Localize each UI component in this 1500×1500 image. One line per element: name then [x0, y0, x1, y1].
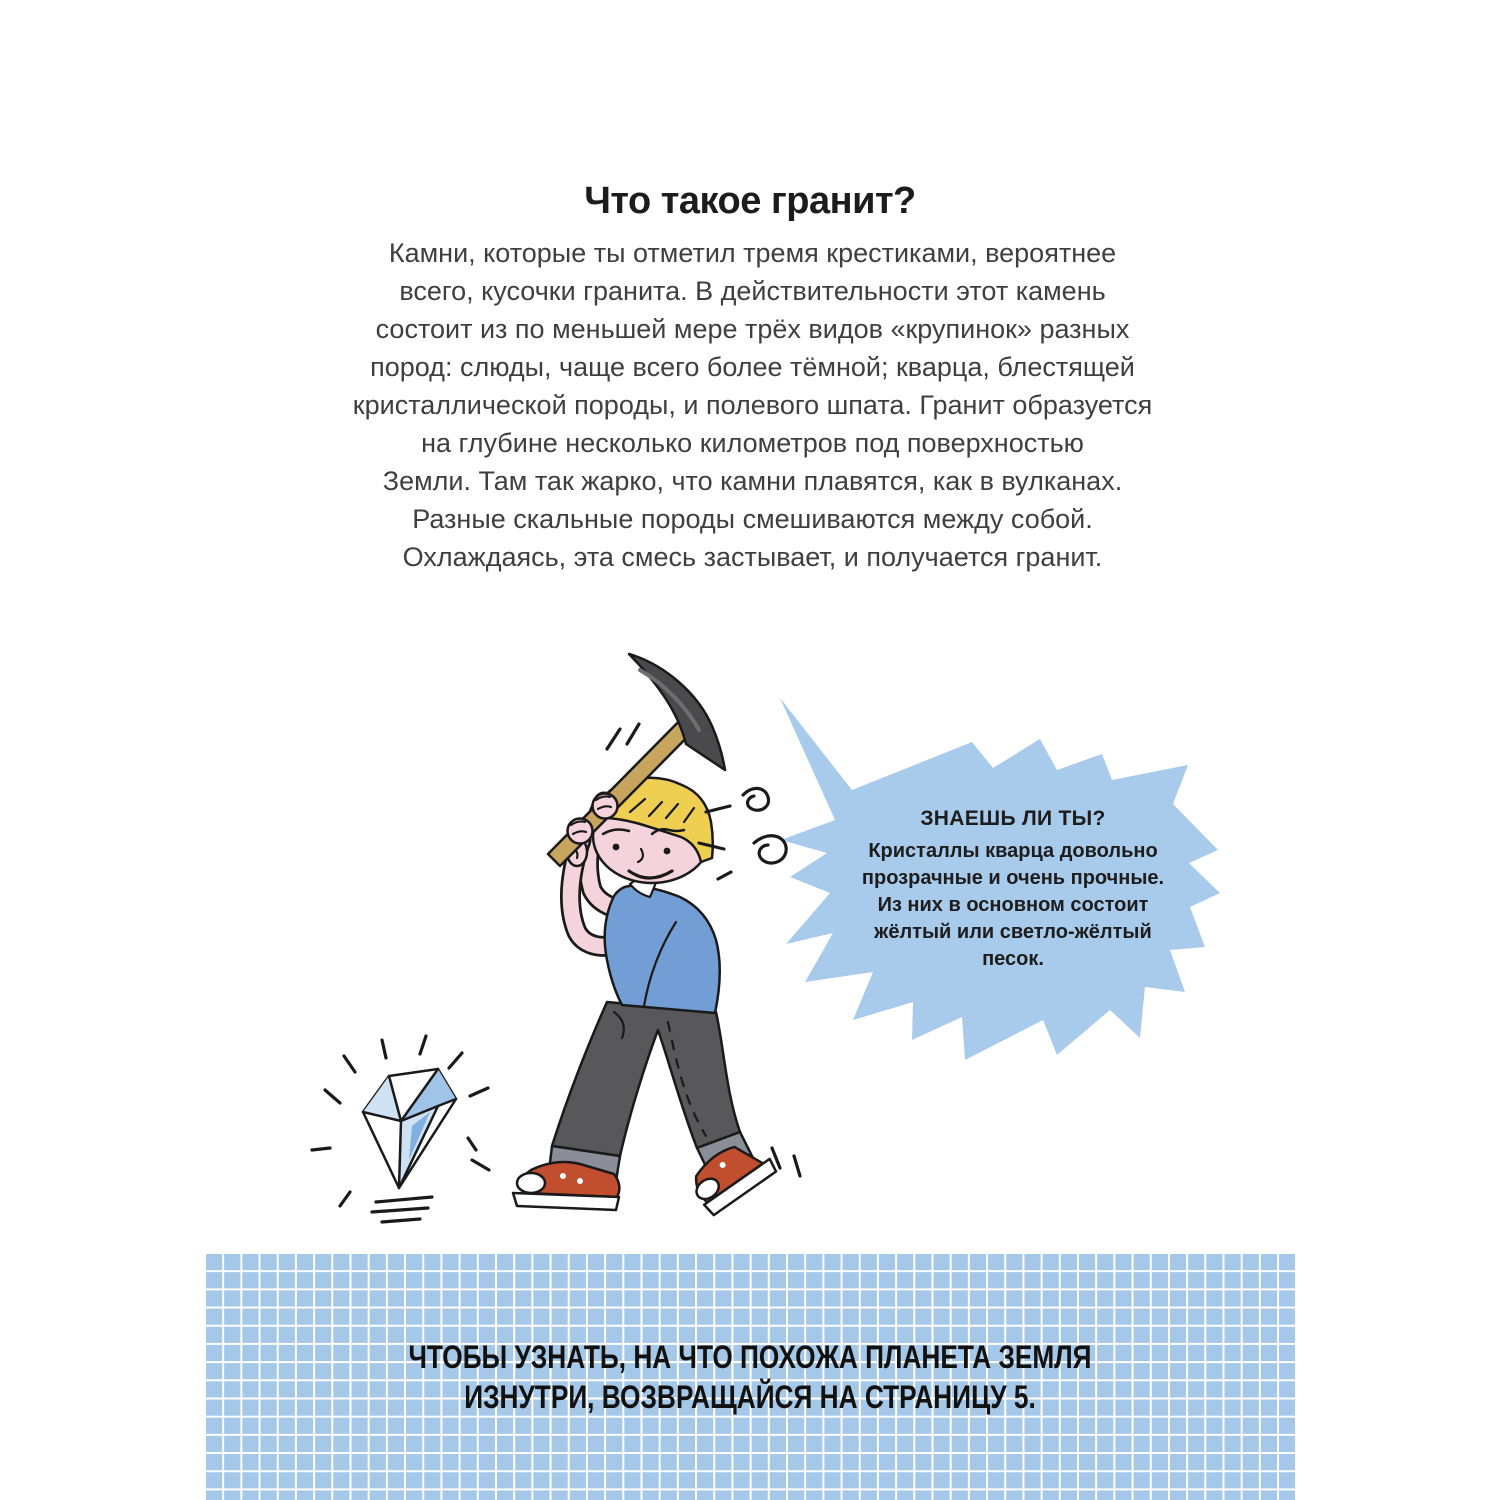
- paragraph-line: Охлаждаясь, эта смесь застывает, и получается гранит.: [402, 542, 1103, 572]
- did-you-know-line: прозрачные и очень прочные.: [861, 867, 1165, 889]
- page-title: Что такое гранит?: [584, 180, 916, 222]
- did-you-know-line: жёлтый или светло-жёлтый: [874, 921, 1152, 943]
- footer-note-box: [205, 1253, 1295, 1500]
- diamond: [312, 1036, 489, 1222]
- did-you-know-line: Кристаллы кварца довольно: [868, 840, 1158, 862]
- footer-note-line: ИЗНУТРИ, ВОЗВРАЩАЙСЯ НА СТРАНИЦУ 5.: [464, 1379, 1036, 1415]
- did-you-know-bubble: [858, 804, 1168, 973]
- paragraph-line: пород: слюды, чаще всего более тёмной; кварца, блестящей: [370, 352, 1135, 382]
- paragraph-line: Земли. Там так жарко, что камни плавятся, как в вулканах.: [382, 466, 1123, 496]
- boy-figure: [513, 778, 778, 1216]
- paragraph-line: Камни, которые ты отметил тремя крестиками, вероятнее: [388, 238, 1117, 268]
- paragraph-line: на глубине несколько километров под поверхностью: [421, 428, 1084, 458]
- paragraph-line: состоит из по меньшей мере трёх видов «крупинок» разных: [375, 314, 1130, 344]
- did-you-know-heading: ЗНАЕШЬ ЛИ ТЫ?: [920, 807, 1106, 830]
- footer-note-line: ЧТОБЫ УЗНАТЬ, НА ЧТО ПОХОЖА ПЛАНЕТА ЗЕМЛЯ: [408, 1339, 1092, 1375]
- paragraph-line: кристаллической породы, и полевого шпата. Гранит образуется: [352, 390, 1153, 420]
- did-you-know-line: песок.: [982, 948, 1044, 970]
- paragraph-line: Разные скальные породы смешиваются между собой.: [412, 504, 1093, 534]
- paragraph-line: всего, кусочки гранита. В действительности этот камень: [399, 276, 1106, 306]
- diamond-ground-lines: [372, 1197, 432, 1222]
- did-you-know-line: Из них в основном состоит: [877, 894, 1149, 916]
- footer-note-text: [303, 1253, 1197, 1417]
